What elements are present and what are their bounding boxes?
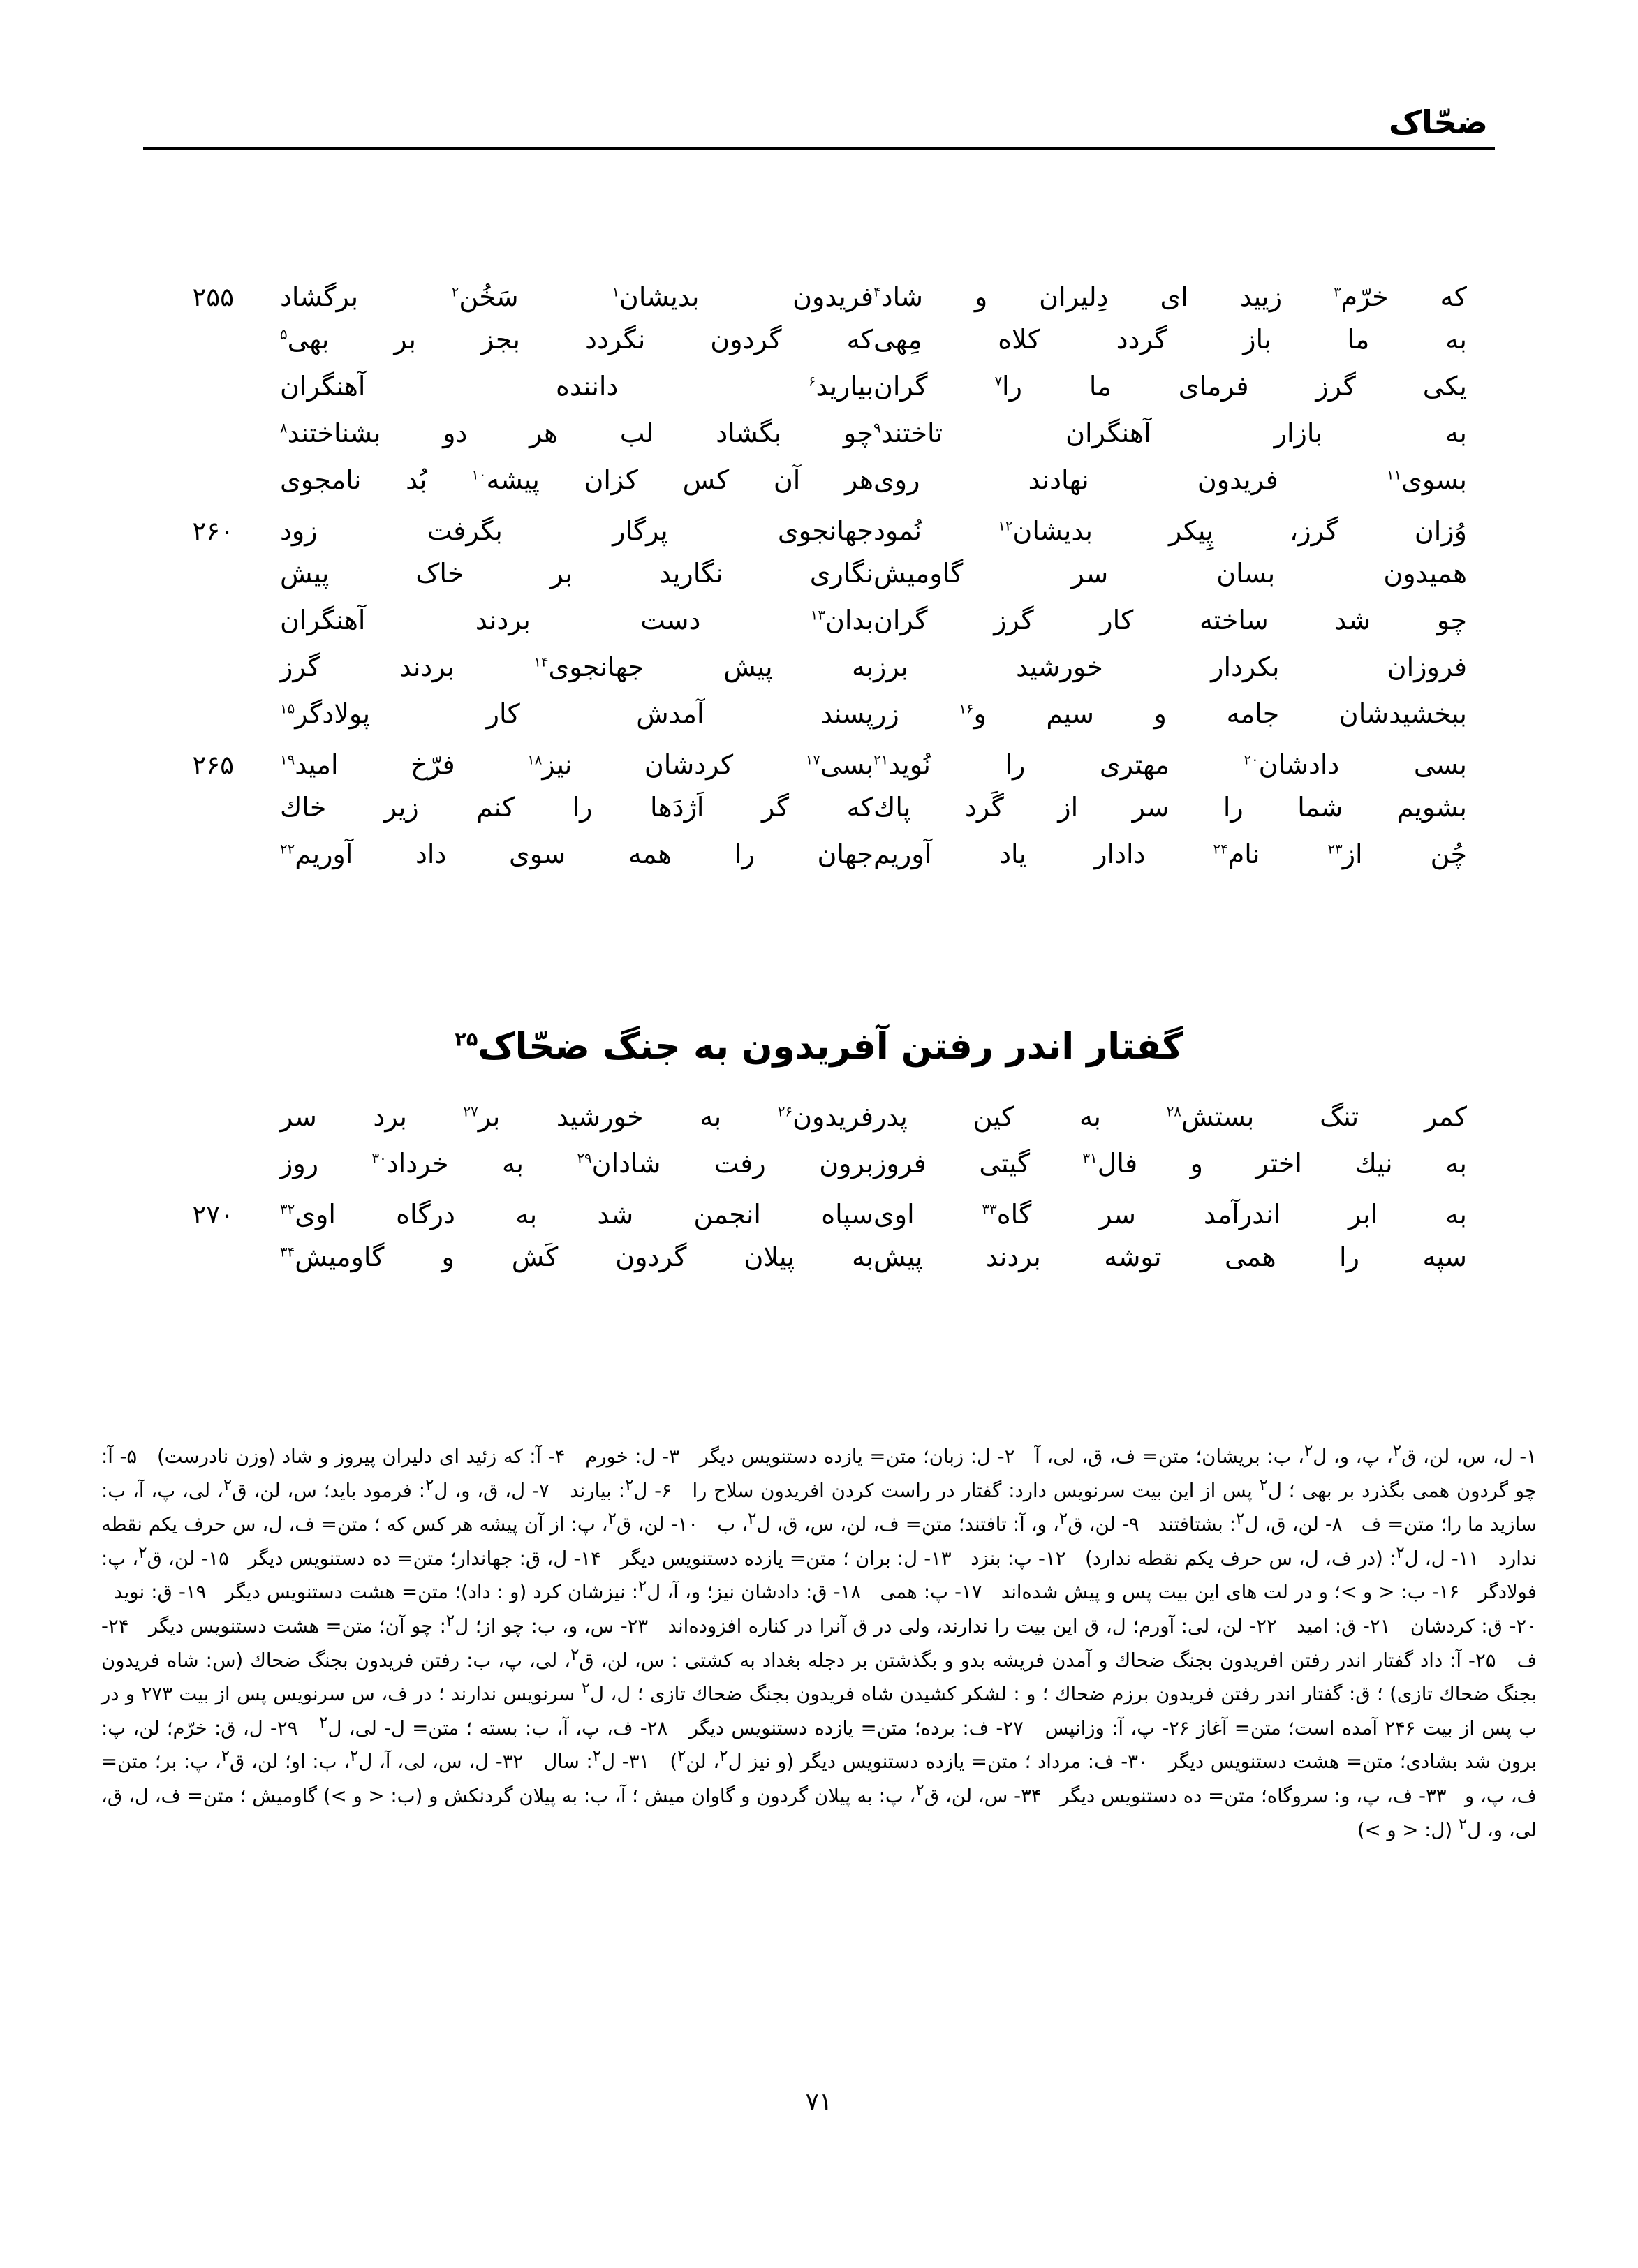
footnotes — [101, 1438, 1537, 1846]
verse-number: ۲۵۵ — [192, 282, 234, 312]
verse-number — [143, 580, 238, 582]
hemistich-left: یکی گرز فرمای ما را$^۷$ گران — [873, 371, 1467, 402]
verse-number: ۲۶۵ — [192, 750, 234, 780]
verse-couplet — [143, 420, 1495, 466]
hemistich-left: همیدون بسان سر گاومیش — [873, 558, 1467, 589]
hemistich-right: هر آن کس کزان پیشه$^{۱۰}$ بُد نامجوی — [280, 464, 873, 495]
hemistich-right: به پیلان گردون كَش و گاومیش$^{۳۴}$ — [280, 1242, 873, 1272]
verse-couplet — [143, 326, 1495, 373]
hemistich-right: بسی$^{۱۷}$ کردشان نیز$^{۱۸}$ فرّخ امید$^{۱۹}$ — [280, 749, 873, 780]
hemistich-left: فروزان بکردار خورشید برز — [873, 651, 1467, 682]
folio-number: ۷۱ — [805, 2088, 833, 2116]
hemistich-left: بسوی$^{۱۱}$ فریدون نهادند روی — [873, 464, 1467, 495]
verse-couplet — [143, 841, 1495, 888]
hemistich-right: جهانجوی پرگار بگرفت زود — [280, 515, 873, 546]
hemistich-right: فریدون$^{۲۶}$ به خورشید بر$^{۲۷}$ برد سر — [280, 1101, 873, 1132]
verse-number — [143, 673, 238, 676]
hemistich-right: فریدون بدیشان$^۱$ سَخُن$^۲$ برگشاد — [280, 281, 873, 312]
hemistich-right: پسند آمدش کار پولادگر$^{۱۵}$ — [280, 698, 873, 729]
verse-number — [143, 1170, 238, 1172]
verse-couplet — [143, 373, 1495, 420]
verse-couplet — [143, 513, 1495, 560]
section-heading: گفتار اندر رفتن آفریدون به جنگ ضحّاک$^{۲۵}$ — [455, 1026, 1183, 1068]
hemistich-right: نگاری نگارید بر خاک پیش — [280, 558, 873, 589]
hemistich-right: به پیش جهانجوی$^{۱۴}$ بردند گرز — [280, 651, 873, 682]
verse-number — [143, 486, 238, 489]
hemistich-left: که خرّم$^۳$ زیید ای دِلیران و شاد$^۴$ — [873, 281, 1468, 312]
header-rule — [143, 147, 1495, 150]
hemistich-left: بشویم شما را سر از گَرد پاك — [873, 792, 1467, 823]
verse-couplet — [143, 1103, 1495, 1150]
verse-couplet — [143, 466, 1495, 513]
hemistich-left: به بازار آهنگران تاختند$^۹$ — [873, 418, 1467, 448]
hemistich-right: بدان$^{۱۳}$ دست بردند آهنگران — [280, 605, 873, 635]
verse-couplet — [143, 279, 1495, 326]
hemistich-left: به نیك اختر و فال$^{۳۱}$ گیتی فروز — [873, 1148, 1467, 1179]
verse-number — [143, 813, 238, 816]
hemistich-left: کمر تنگ بستش$^{۲۸}$ به کین پدر — [873, 1101, 1467, 1132]
verse-number — [143, 439, 238, 442]
footnote-body: ۱- ل، س، لن، ق$^۲$، پ، و، ل$^۲$، ب: بریشان؛ متن= ف، ق، لی، آ ۲- ل: زبان؛ متن= یازده دستنویس دیگر ۳- ل: خورم ۴- آ: که زئید ای دلیران پیروز و شاد (وزن نادرست) ۵- آ: چو گردون همی بگذرد بر بهی ؛ ل$^۲$ پس از این بیت سرنویس دارد: گفتار در راست کردن افریدون سلاح را ۶- ل$^۲$: بیارند ۷- ل، ق، و، ل$^۲$: فرمود باید؛ س، لن، ق$^۲$، لی، پ، آ، ب: سازید ما را؛ متن= ف ۸- لن، ق، ل$^۲$: بشتافتند ۹- لن، ق$^۲$، و، آ: تافتند؛ متن= ف، لن، س، ق، ل$^۲$، ب ۱۰- لن، ق$^۲$، پ: از آن پیشه هر کس که ؛ متن= ف، ل، س حرف یكم نقطه ندارد ۱۱- ل، ل$^۲$: (در ف، ل، س حرف یكم نقطه ندارد) ۱۲- پ: بنزد ۱۳- ل: بران ؛ متن= یازده دستنویس دیگر ۱۴- ل، ق: جهاندار؛ متن= ده دستنویس دیگر ۱۵- لن، ق$^۲$، پ: فولادگر ۱۶- ب: < و >؛ و در لت های این بیت پس و پیش شده‌اند ۱۷- پ: همی ۱۸- ق: دادشان نیز؛ و، آ، ل$^۲$: نیزشان کرد (و : داد)؛ متن= هشت دستنویس دیگر ۱۹- ق: نوید ۲۰- ق: کردشان ۲۱- ق: امید ۲۲- لن، لی: آورم؛ ل، ق این بیت را ندارند، ولی در ق آنرا در کناره افزوده‌اند ۲۳- س، و، ب: چو از؛ ل$^۲$: چو آن؛ متن= هشت دستنویس دیگر ۲۴- ف ۲۵- آ: داد گفتار اندر رفتن افریدون بجنگ ضحاك و آمدن فریشه بدو و بگذشتن بر دجله بغداد به کشتی : س، لن، ق$^۲$، لی، پ، ب: رفتن فریدون بجنگ ضحاك (س: شاه فریدون بجنگ ضحاك تازی) ؛ ق: گفتار اندر رفتن فریدون برزم ضحاك ؛ و : لشکر کشیدن شاه فریدون بجنگ ضحاك تازی ؛ ل، ل$^۲$ سرنویس ندارند ؛ در ف، س سرنویس پس از بیت ۲۷۳ و در ب پس از بیت ۲۴۶ آمده است؛ متن= آغاز ۲۶- پ، آ: وزانپس ۲۷- ف: برده؛ متن= یازده دستنویس دیگر ۲۸- ف، پ، آ، ب: بسته ؛ متن= ل- لی، ل$^۲$ ۲۹- ل، ق: خرّم؛ لن، پ: برون شد بشادی؛ متن= هشت دستنویس دیگر ۳۰- ف: مرداد ؛ متن= یازده دستنویس دیگر (و نیز ل$^۲$، لن$^۲$) ۳۱- ل$^۲$: سال ۳۲- ل، س، لی، آ، ل$^۲$، ب: او؛ لن، ق$^۲$، پ: بر؛ متن= ف، پ، و ۳۳- ف، پ، و: سروگاه؛ متن= ده دستنویس دیگر ۳۴- س، لن، ق$^۲$، پ: به پیلان گردون و گاوان میش ؛ آ، ب: به پیلان گردنکش و (ب: < و >) گاومیش ؛ متن= ف، ل، ق، لی، و، ل$^۲$ (ل: < و >) — [101, 1442, 1537, 1841]
hemistich-right: بیارید$^۶$ داننده آهنگران — [280, 371, 873, 402]
hemistich-left: به ابر اندرآمد سر گاه$^{۳۳}$ اوی — [873, 1199, 1467, 1230]
hemistich-left: ببخشیدشان جامه و سیم و$^{۱۶}$ زر — [873, 698, 1468, 729]
verse-number — [143, 346, 238, 348]
verse-number — [143, 860, 238, 863]
verse-couplet — [143, 700, 1495, 747]
verse-couplet — [143, 1150, 1495, 1197]
verse-couplet — [143, 1197, 1495, 1244]
verse-couplet — [143, 747, 1495, 794]
hemistich-left: بسی دادشان$^{۲۰}$ مهتری را نُوید$^{۲۱}$ — [873, 749, 1467, 780]
verse-number — [143, 392, 238, 395]
hemistich-right: که گر اَژدَها را کنم زیر خاك — [280, 792, 873, 823]
hemistich-right: جهان را همه سوی داد آوریم$^{۲۲}$ — [280, 839, 873, 869]
hemistich-right: سپاه انجمن شد به درگاه اوی$^{۳۲}$ — [280, 1199, 873, 1230]
hemistich-right: چو بگشاد لب هر دو بشناختند$^۸$ — [280, 418, 873, 448]
hemistich-left: چُن از$^{۲۳}$ نام$^{۲۴}$ دادار یاد آوریم — [873, 839, 1468, 869]
section-heading-note: ۲۵ — [455, 1029, 478, 1051]
verse-number — [143, 720, 238, 723]
verse-number — [143, 626, 238, 629]
verse-number: ۲۶۰ — [192, 516, 234, 546]
hemistich-left: چو شد ساخته کار گرز گران — [873, 605, 1467, 635]
verse-block-first — [143, 279, 1495, 888]
verse-number: ۲۷۰ — [192, 1200, 234, 1230]
verse-number — [143, 1263, 238, 1266]
verse-block-second — [143, 1103, 1495, 1290]
hemistich-right: که گردون نگردد بجز بر بهی$^۵$ — [280, 324, 873, 355]
hemistich-right: برون رفت شادان$^{۲۹}$ به خرداد$^{۳۰}$ روز — [280, 1148, 874, 1179]
verse-couplet — [143, 794, 1495, 841]
verse-couplet — [143, 651, 1495, 700]
running-head: ضحّاک — [1389, 103, 1488, 141]
verse-couplet — [143, 607, 1495, 654]
verse-number — [143, 1123, 238, 1126]
verse-couplet — [143, 560, 1495, 607]
verse-couplet — [143, 1244, 1495, 1290]
hemistich-left: سپه را همی توشه بردند پیش — [873, 1242, 1467, 1272]
page-header — [143, 105, 1495, 150]
hemistich-left: به ما باز گردد کلاه مِهی — [873, 324, 1467, 355]
hemistich-left: وُزان گرز، پِیکر بدیشان$^{۱۲}$ نُمود — [873, 515, 1467, 546]
